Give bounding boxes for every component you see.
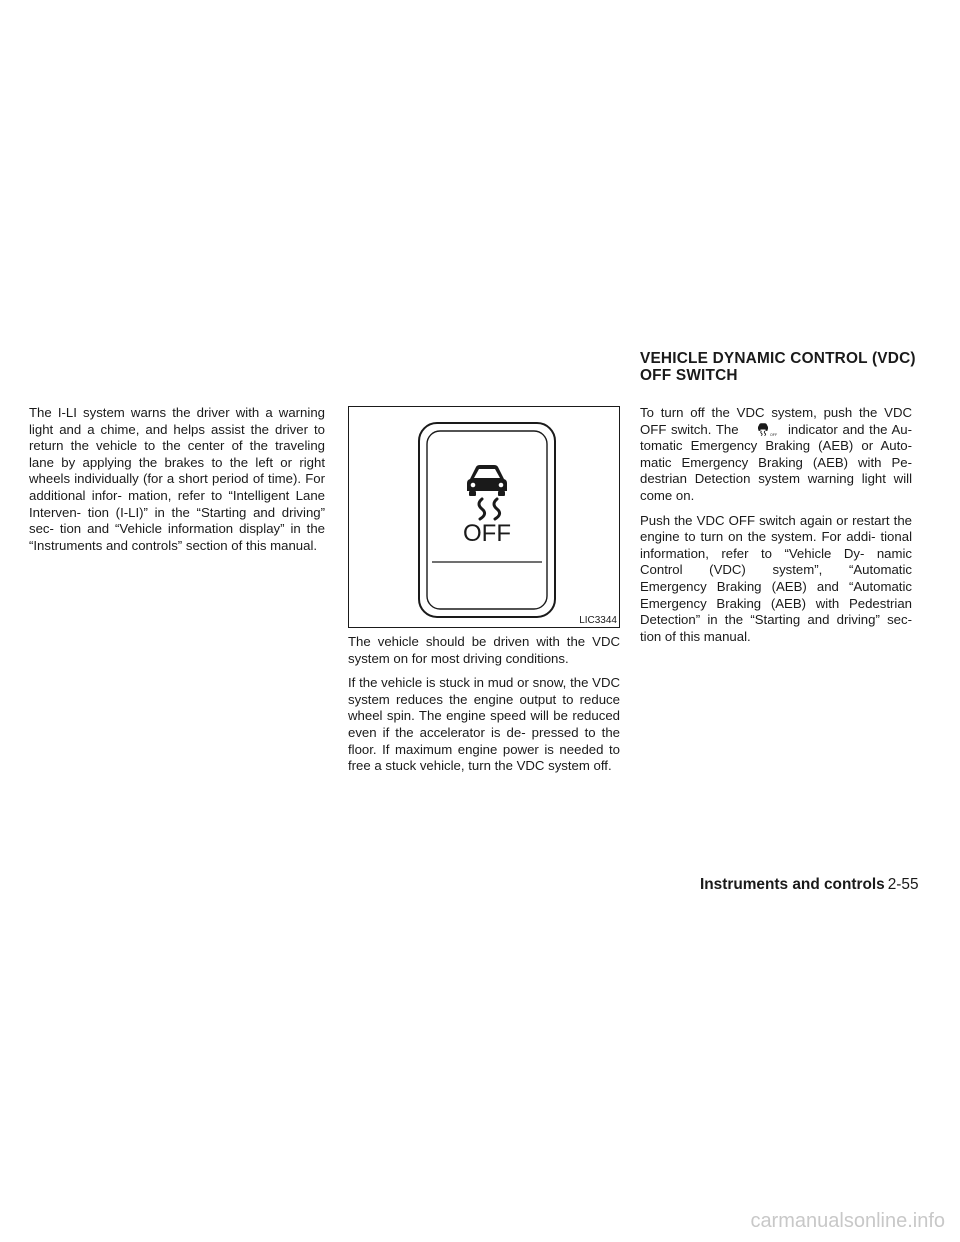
vdc-off-switch-icon xyxy=(349,407,619,627)
section-heading xyxy=(640,350,940,384)
page-footer xyxy=(700,876,919,894)
column-middle xyxy=(348,634,620,783)
column-right xyxy=(640,405,912,653)
figure-label: LIC3344 xyxy=(579,615,617,626)
vdc-off-switch-figure xyxy=(348,406,620,628)
turn-off-paragraph xyxy=(640,405,912,505)
turn-off-text-after: indicator and the Au- tomatic Emergency Braking (AEB) or Auto- matic Emergency Braking (AEB) with Pe- destrian Detection system warning light will come on. xyxy=(640,421,912,503)
switch-off-text: OFF xyxy=(463,520,511,547)
heading-line-2: OFF SWITCH xyxy=(640,367,738,384)
heading-line-1: VEHICLE DYNAMIC CONTROL (VDC) xyxy=(640,350,916,367)
vdc-on-paragraph: The vehicle should be driven with the VDC system on for most driving conditions. xyxy=(348,634,620,666)
vdc-off-indicator-icon xyxy=(743,422,783,436)
stuck-vehicle-paragraph: If the vehicle is stuck in mud or snow, the VDC system reduces the engine output to reduce wheel spin. The engine speed will be reduced even if the accelerator is de- pressed to the floor. If maximum engine power is needed to free a stuck vehicle, turn the VDC system off. xyxy=(348,675,620,774)
svg-text:OFF: OFF xyxy=(770,432,778,436)
column-left xyxy=(29,405,325,562)
turn-off-text-before: To turn off the VDC system, push the VDC OFF switch. The xyxy=(640,405,912,437)
page-number: 2-55 xyxy=(887,876,919,893)
ili-paragraph: The I-LI system warns the driver with a warning light and a chime, and helps assist the driver to return the vehicle to the center of the traveling lane by applying the brakes to the left or right wheels individually (for a short period of time). For additional infor- mation, refer to “Intelligent Lane Interven- tion (I-LI)” in the “Starting and driving” sec- tion and “Vehicle information display” in the “Instruments and controls” section of this manual. xyxy=(29,405,325,553)
footer-section-title: Instruments and controls xyxy=(700,876,885,893)
watermark: carmanualsonline.info xyxy=(750,1210,945,1232)
restart-paragraph: Push the VDC OFF switch again or restart the engine to turn on the system. For addi- tional information, refer to “Vehicle Dy- namic Control (VDC) system”, “Automatic Emergency Braking (AEB) and “Automatic Emergency Braking (AEB) with Pedestrian Detection” in the “Starting and driving” sec- tion of this manual. xyxy=(640,512,912,644)
